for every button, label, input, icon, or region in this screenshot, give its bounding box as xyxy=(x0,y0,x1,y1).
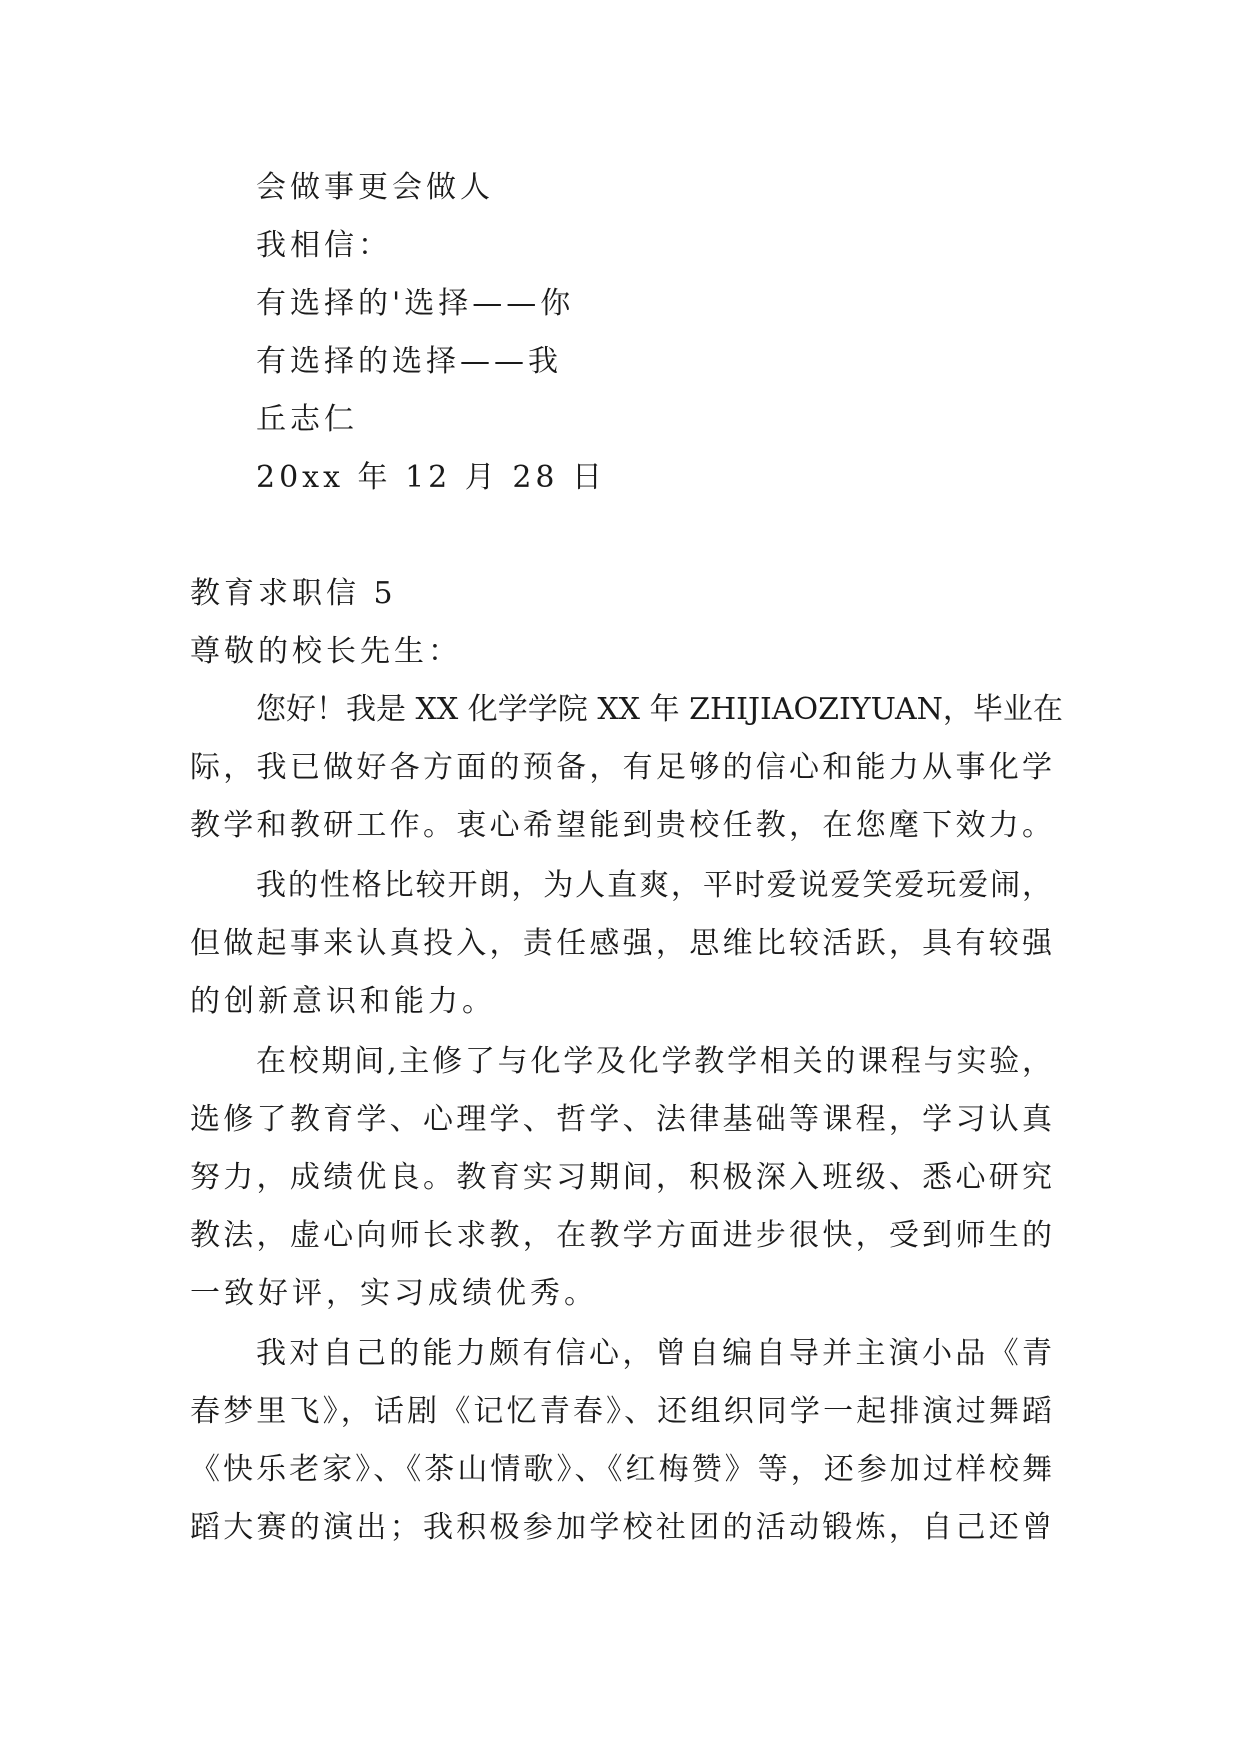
letter-title: 教育求职信 5 xyxy=(190,576,397,611)
paragraph-line: 但做起事来认真投入，责任感强，思维比较活跃，具有较强 xyxy=(190,926,1052,961)
paragraph-line: 教学和教研工作。衷心希望能到贵校任教，在您麾下效力。 xyxy=(190,808,1052,843)
paragraph-line: 际，我已做好各方面的预备，有足够的信心和能力从事化学 xyxy=(190,750,1052,785)
paragraph-line: 教法，虚心向师长求教，在教学方面进步很快，受到师生的 xyxy=(190,1218,1052,1253)
signoff-signature: 丘志仁 xyxy=(256,402,358,437)
signoff-line: 会做事更会做人 xyxy=(256,170,494,205)
paragraph-line: 选修了教育学、心理学、哲学、法律基础等课程，学习认真 xyxy=(190,1102,1052,1137)
signoff-date: 20xx 年 12 月 28 日 xyxy=(256,460,607,495)
signoff-line: 有选择的'选择——你 xyxy=(256,286,575,321)
paragraph-line: 一致好评，实习成绩优秀。 xyxy=(190,1276,598,1311)
paragraph-line: 的创新意识和能力。 xyxy=(190,984,496,1019)
paragraph-line: 春梦里飞》，话剧《记忆青春》、还组织同学一起排演过舞蹈 xyxy=(190,1394,1052,1429)
letter-salutation: 尊敬的校长先生： xyxy=(190,634,462,669)
paragraph-line: 我的性格比较开朗，为人直爽，平时爱说爱笑爱玩爱闹， xyxy=(256,868,1052,903)
paragraph-line: 您好！我是 XX 化学学院 XX 年 ZHIJIAOZIYUAN，毕业在 xyxy=(256,692,1063,727)
paragraph-line: 《快乐老家》、《茶山情歌》、《红梅赞》等，还参加过样校舞 xyxy=(190,1452,1052,1487)
paragraph-line: 在校期间,主修了与化学及化学教学相关的课程与实验， xyxy=(256,1044,1052,1079)
paragraph-line: 努力，成绩优良。教育实习期间，积极深入班级、悉心研究 xyxy=(190,1160,1052,1195)
paragraph-line: 蹈大赛的演出；我积极参加学校社团的活动锻炼，自己还曾 xyxy=(190,1510,1052,1545)
paragraph-line: 我对自己的能力颇有信心，曾自编自导并主演小品《青 xyxy=(256,1336,1052,1371)
signoff-line: 有选择的选择——我 xyxy=(256,344,562,379)
signoff-line: 我相信： xyxy=(256,228,392,263)
